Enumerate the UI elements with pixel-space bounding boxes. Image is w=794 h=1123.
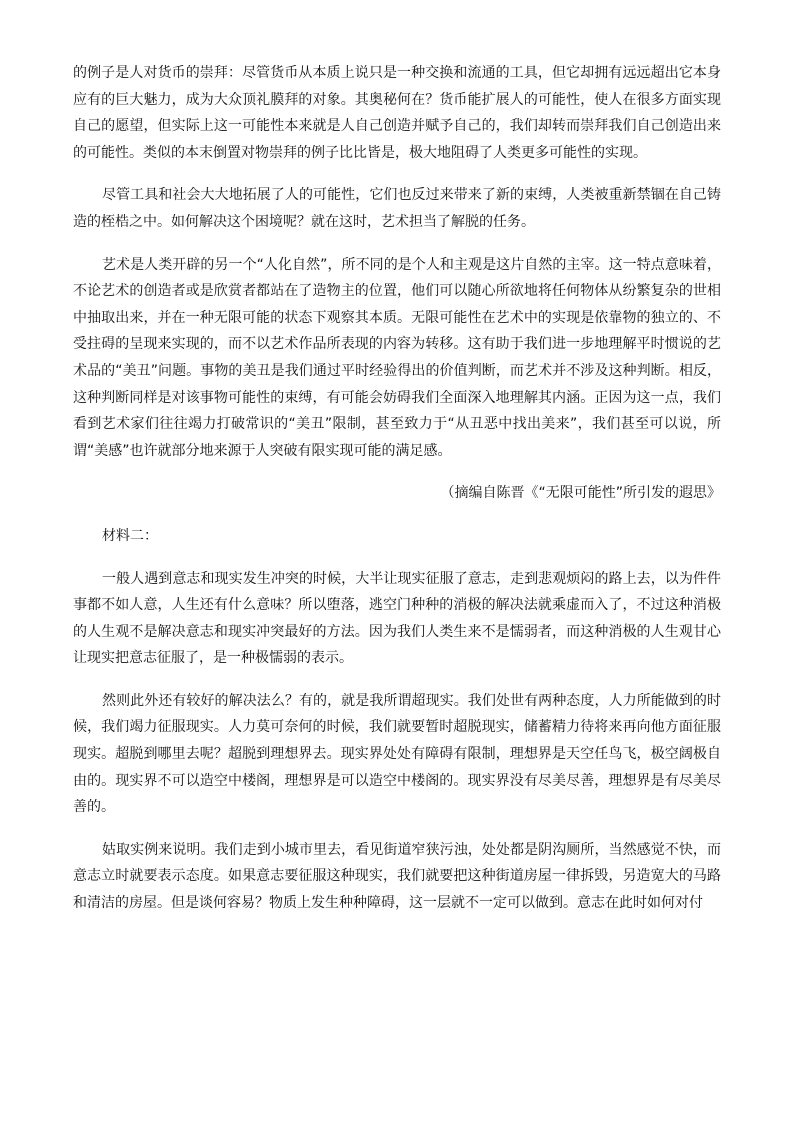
paragraph-money-worship: [73, 60, 721, 166]
paragraph-example-city: [73, 837, 721, 917]
source-citation: [73, 480, 721, 507]
paragraph-tools-and-society: [73, 182, 721, 235]
paragraph-text: 然则此外还有较好的解决法么？有的，就是我所谓超现实。我们处世有两种态度，人力所能做到的时候，我们竭力征服现实。人力莫可奈何的时候，我们就要暂时超脱现实，储蓄精力待将来再向他方面征服现实。超脱到哪里去呢？超脱到理想界去。现实界处处有障碍有限制，理想界是天空任鸟飞，极空阔极自由的。现实界不可以造空中楼阁，理想界是可以造空中楼阁的。现实界没有尽美尽善，理想界是有尽美尽善的。: [73, 692, 721, 816]
paragraph-art-humanized-nature: [73, 252, 721, 465]
paragraph-transcend-reality: [73, 688, 721, 821]
document-page: [73, 60, 721, 933]
paragraph-text: 的例子是人对货币的崇拜：尽管货币从本质上说只是一种交换和流通的工具，但它却拥有远远超出它本身应有的巨大魅力，成为大众顶礼膜拜的对象。其奥秘何在？货币能扩展人的可能性，使人在很多方面实现自己的愿望，但实际上这一可能性本来就是人自己创造并赋予自己的，我们却转而崇拜我们自己创造出来的可能性。类似的本末倒置对物崇拜的例子比比皆是，极大地阻碍了人类更多可能性的实现。: [73, 65, 721, 161]
heading-text: 材料二：: [102, 527, 158, 544]
citation-text: （摘编自陈晋《“无限可能性”所引发的遐思》: [440, 485, 721, 502]
paragraph-will-vs-reality: [73, 566, 721, 672]
material-two-heading: [73, 523, 721, 550]
paragraph-text: 姑取实例来说明。我们走到小城市里去，看见街道窄狭污浊，处处都是阴沟厕所，当然感觉不快，而意志立时就要表示态度。如果意志要征服这种现实，我们就要把这种街道房屋一律拆毁，另造宽大的马路和清洁的房屋。但是谈何容易？物质上发生种种障碍，这一层就不一定可以做到。意志在此时如何对付: [73, 841, 721, 912]
paragraph-text: 尽管工具和社会大大地拓展了人的可能性，它们也反过来带来了新的束缚，人类被重新禁锢在自己铸造的桎梏之中。如何解决这个困境呢？就在这时，艺术担当了解脱的任务。: [73, 187, 721, 230]
paragraph-text: 艺术是人类开辟的另一个“人化自然”，所不同的是个人和主观是这片自然的主宰。这一特点意味着，不论艺术的创造者或是欣赏者都站在了造物主的位置，他们可以随心所欲地将任何物体从纷繁复杂的世相中抽取出来，并在一种无限可能的状态下观察其本质。无限可能性在艺术中的实现是依靠物的独立的、不受拄碍的呈现来实现的，而不以艺术作品所表现的内容为转移。这有助于我们进一步地理解平时惯说的艺术品的“美丑”问题。事物的美丑是我们通过平时经验得出的价值判断，而艺术并不涉及这种判断。相反，这种判断同样是对该事物可能性的束缚，有可能会妨碍我们全面深入地理解其内涵。正因为这一点，我们看到艺术家们往往竭力打破常识的“美丑”限制，甚至致力于“从丑恶中找出美来”，我们甚至可以说，所谓“美感”也许就部分地来源于人突破有限实现可能的满足感。: [73, 256, 721, 459]
paragraph-text: 一般人遇到意志和现实发生冲突的时候，大半让现实征服了意志，走到悲观烦闷的路上去，以为件件事都不如人意，人生还有什么意味？所以堕落，逃空门种种的消极的解决法就乘虚而入了，不过这种消极的人生观不是解决意志和现实冲突最好的方法。因为我们人类生来不是懦弱者，而这种消极的人生观甘心让现实把意志征服了，是一种极懦弱的表示。: [73, 570, 721, 667]
